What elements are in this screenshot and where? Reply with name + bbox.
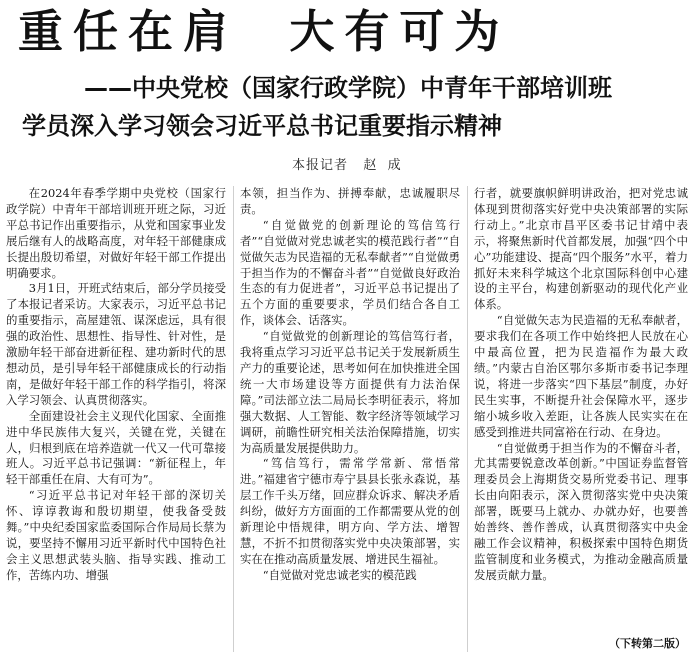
paragraph: “自觉做党的创新理论的笃信笃行者”“自觉做对党忠诚老实的模范践行者”“自觉做矢志为民造福的无私奉献者”“自觉做勇于担当作为的不懈奋斗者”“自觉做良好政治生态的有力促进者”，习近平总书记提出了五个方面的重要要求，学员们结合各自工作，谈体会、话落实。: [240, 217, 460, 328]
column-divider: [467, 186, 468, 652]
subtitle-line-1: ——中央党校（国家行政学院）中青年干部培训班: [84, 74, 612, 102]
paragraph: 在2024年春季学期中央党校（国家行政学院）中青年干部培训班开班之际，习近平总书记作出重要指示，从党和国家事业发展后继有人的战略高度，对年轻干部健康成长提出殷切希望，对做好年轻干部工作提出明确要求。: [6, 186, 226, 280]
continued-on-page-note: （下转第二版）: [605, 636, 686, 651]
headline: 重任在肩 大有可为: [18, 5, 510, 58]
paragraph: 本领，担当作为、拼搏奉献，忠诚履职尽责。: [240, 186, 460, 216]
paragraph: “笃信笃行，需常学常新、常悟常进。”福建省宁德市寿宁县县长张永森说，基层工作千头万绪，回应群众诉求、解决矛盾纠纷，做好方方面面的工作都需要从党的创新理论中悟规律，明方向、学方法、增智慧，不折不扣贯彻落实党中央决策部署，实实在在推动高质量发展、增进民生福祉。: [240, 456, 460, 566]
paragraph: “自觉做对党忠诚老实的模范践: [262, 567, 417, 582]
paragraph: 3月1日，开班式结束后，部分学员接受了本报记者采访。大家表示，习近平总书记的重要指示，高屋建瓴、谋深虑远，具有很强的政治性、思想性、指导性、针对性，是激励年轻干部奋进新征程、建功新时代的思想动员，是引导年轻干部健康成长的行动指南，是做好年轻干部工作的科学指引，将深入学习领会、认真贯彻落实。: [6, 281, 226, 407]
paragraph: “自觉做勇于担当作为的不懈奋斗者，尤其需要锐意改革创新。”中国证券监督管理委员会上海期货交易所党委书记、理事长由向阳表示，深入贯彻落实党中央决策部署，既要马上就办、办就办好，也要善始善终、善作善成，认真贯彻落实中央金融工作会议精神，积极探索中国特色期货监管制度和业务模式，为推动金融高质量发展贡献力量。: [474, 440, 688, 582]
paragraph: “自觉做党的创新理论的笃信笃行者，我将重点学习习近平总书记关于发展新质生产力的重要论述，思考如何在加快推进全国统一大市场建设等方面提供有力法治保障。”司法部立法二局局长李明征表示，将加强大数据、人工智能、数字经济等领域学习调研，前瞻性研究相关法治保障措施，切实为高质量发展提供助力。: [240, 329, 460, 455]
paragraph: “自觉做矢志为民造福的无私奉献者，要求我们在各项工作中始终把人民放在心中最高位置，把为民造福作为最大政绩。”内蒙古自治区鄂尔多斯市委书记李理说，将进一步落实“四下基层”制度，办好民生实事，不断提升社会保障水平，逐步缩小城乡收入差距，让各族人民实实在在感受到推进共同富裕在行动、在身边。: [474, 313, 688, 439]
column-divider: [233, 186, 234, 652]
paragraph: 全面建设社会主义现代化国家、全面推进中华民族伟大复兴，关键在党，关键在人，归根到底在培养造就一代又一代可靠接班人。习近平总书记强调：“新征程上，年轻干部重任在肩、大有可为”。: [6, 408, 226, 487]
paragraph: “习近平总书记对年轻干部的深切关怀、谆谆教诲和殷切期望，使我备受鼓舞。”中央纪委国家监委国际合作局局长蔡为说，要坚持不懈用习近平新时代中国特色社会主义思想武装头脑、指导实践、推动工作，苦练内功、增强: [6, 488, 226, 582]
article-column-3: [474, 186, 688, 652]
byline: 本报记者 赵 成: [292, 158, 402, 173]
subtitle-line-2: 学员深入学习领会习近平总书记重要指示精神: [22, 112, 502, 140]
paragraph: 行者，就要旗帜鲜明讲政治，把对党忠诚体现到贯彻落实好党中央决策部署的实际行动上。”北京市昌平区委书记甘靖中表示，将聚焦新时代首都发展，加强“四个中心”功能建设、提高“四个服务”水平，着力抓好未来科学城这个北京国际科创中心建设的主平台，构建创新驱动的现代化产业体系。: [474, 186, 688, 312]
article-column-2: [240, 186, 460, 652]
article-column-1: [6, 186, 226, 652]
